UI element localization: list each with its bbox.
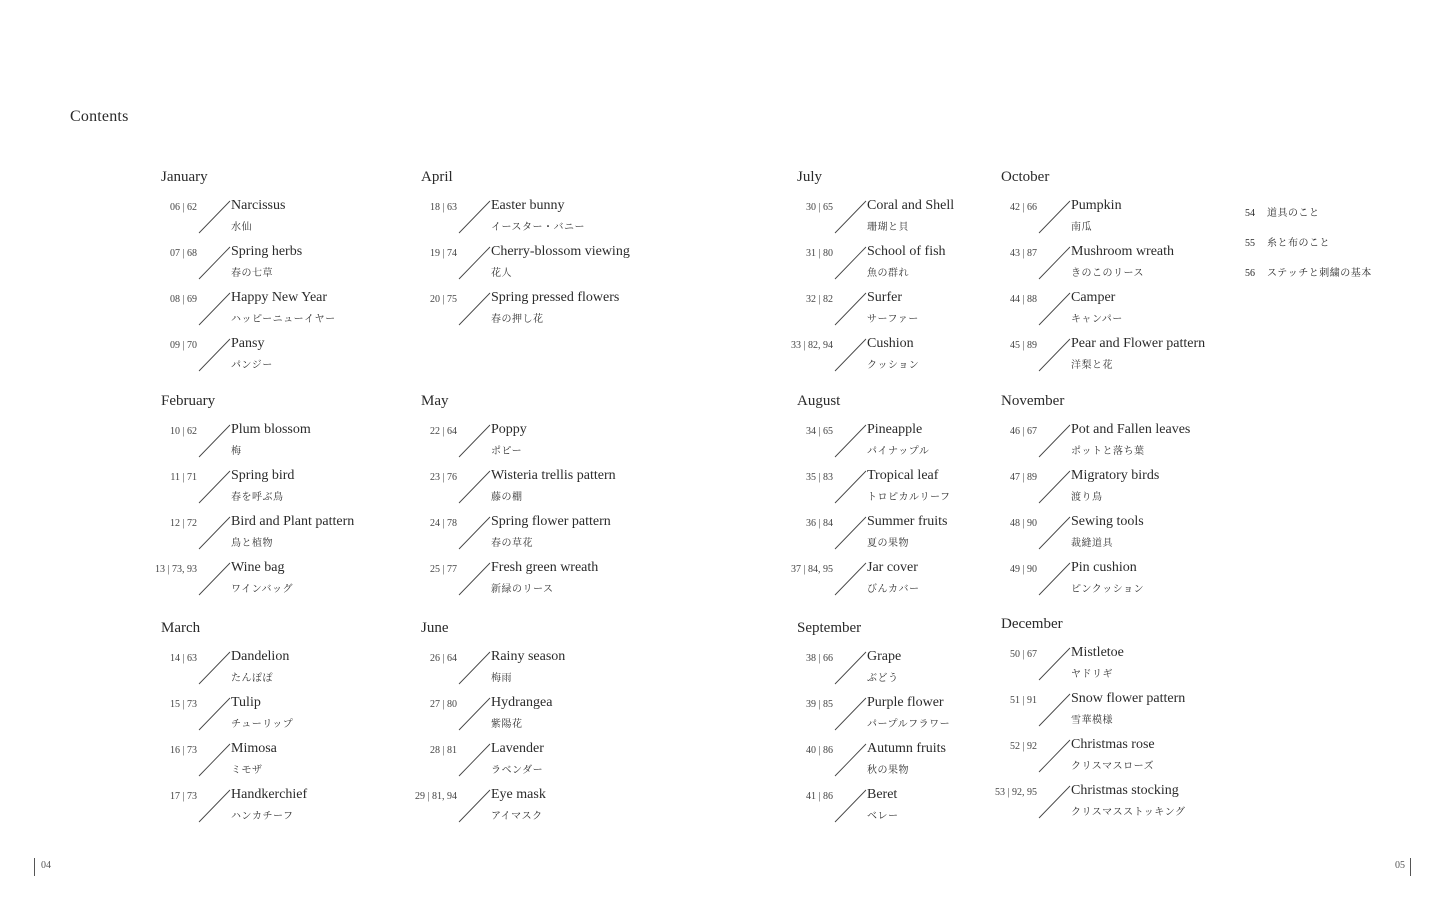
entry-title: Summer fruits <box>867 514 948 529</box>
entry-subtitle-ja: イースター・バニー <box>491 222 585 233</box>
entry-title: Cherry-blossom viewing <box>491 244 630 259</box>
entry-title: Autumn fruits <box>867 741 946 756</box>
page-numbers: 46 | 67 <box>1009 426 1037 437</box>
toc-entry[interactable] <box>409 470 649 516</box>
entry-subtitle-ja: 藤の棚 <box>491 492 523 503</box>
page-numbers: 47 | 89 <box>1009 472 1037 483</box>
slash-divider-icon <box>457 292 491 326</box>
entry-title: Wine bag <box>231 560 285 575</box>
slash-divider-icon <box>833 789 867 823</box>
slash-divider-icon <box>457 743 491 777</box>
entry-title: Mimosa <box>231 741 277 756</box>
page-numbers: 33 | 82, 94 <box>790 340 833 351</box>
entry-title: Christmas stocking <box>1071 783 1179 798</box>
entry-subtitle-ja: アイマスク <box>491 811 543 822</box>
page-number-right: 05 <box>1395 860 1405 871</box>
entry-title: Tropical leaf <box>867 468 939 483</box>
entry-title: Christmas rose <box>1071 737 1155 752</box>
toc-entry[interactable] <box>989 562 1229 608</box>
toc-entry[interactable] <box>409 789 649 835</box>
month-heading: January <box>161 169 208 185</box>
toc-entry[interactable] <box>149 562 389 608</box>
slash-divider-icon <box>833 516 867 550</box>
slash-divider-icon <box>457 651 491 685</box>
page-numbers: 52 | 92 <box>1009 741 1037 752</box>
entry-title: Migratory birds <box>1071 468 1160 483</box>
entry-subtitle-ja: 渡り鳥 <box>1071 492 1103 503</box>
month-heading: May <box>421 393 449 409</box>
slash-divider-icon <box>833 338 867 372</box>
slash-divider-icon <box>457 200 491 234</box>
slash-divider-icon <box>833 470 867 504</box>
folio-divider <box>34 858 35 876</box>
slash-divider-icon <box>1037 647 1071 681</box>
toc-entry[interactable] <box>149 292 389 338</box>
toc-entry[interactable] <box>989 647 1229 693</box>
entry-title: Narcissus <box>231 198 286 213</box>
toc-entry[interactable] <box>149 651 389 697</box>
page-numbers: 27 | 80 <box>429 699 457 710</box>
month-heading: July <box>797 169 823 185</box>
entry-title: Dandelion <box>231 649 290 664</box>
list-item[interactable] <box>1245 204 1372 234</box>
entry-subtitle-ja: トロピカルリーフ <box>867 492 951 503</box>
toc-entry[interactable] <box>409 200 649 246</box>
entry-subtitle-ja: 洋梨と花 <box>1071 360 1113 371</box>
slash-divider-icon <box>457 516 491 550</box>
page-number: 56 <box>1245 268 1255 279</box>
page-numbers: 10 | 62 <box>169 426 197 437</box>
month-section <box>409 392 649 608</box>
entry-title: Easter bunny <box>491 198 565 213</box>
entry-subtitle-ja: ぶどう <box>867 673 899 684</box>
entry-subtitle-ja: びんカバー <box>867 584 920 595</box>
page-title: Contents <box>70 108 129 125</box>
toc-entry[interactable] <box>409 697 649 743</box>
page-number-left: 04 <box>41 860 51 871</box>
page-numbers: 40 | 86 <box>805 745 833 756</box>
entry-subtitle-ja: 紫陽花 <box>491 719 523 730</box>
entry-subtitle-ja: クッション <box>867 360 920 371</box>
entry-subtitle-ja: 梅 <box>231 446 242 457</box>
slash-divider-icon <box>1037 562 1071 596</box>
page-number: 55 <box>1245 238 1255 249</box>
page-numbers: 50 | 67 <box>1009 649 1037 660</box>
page-numbers: 51 | 91 <box>1009 695 1037 706</box>
toc-entry[interactable] <box>409 246 649 292</box>
page-numbers: 26 | 64 <box>429 653 457 664</box>
entry-title: Mistletoe <box>1071 645 1124 660</box>
slash-divider-icon <box>197 470 231 504</box>
entry-subtitle-ja: ハッピーニューイヤー <box>231 314 336 325</box>
page-numbers: 41 | 86 <box>805 791 833 802</box>
toc-entry[interactable] <box>409 651 649 697</box>
entry-subtitle-ja: クリスマスローズ <box>1071 761 1155 772</box>
entry-title: Cushion <box>867 336 914 351</box>
month-heading: April <box>421 169 453 185</box>
entry-subtitle-ja: ポットと落ち葉 <box>1071 446 1145 457</box>
entry-subtitle-ja: きのこのリース <box>1071 268 1144 279</box>
entry-subtitle-ja: ヤドリギ <box>1071 669 1113 680</box>
toc-entry[interactable] <box>989 424 1229 470</box>
toc-entry[interactable] <box>409 562 649 608</box>
page-numbers: 09 | 70 <box>169 340 197 351</box>
page-numbers: 35 | 83 <box>805 472 833 483</box>
entry-title: Lavender <box>491 741 544 756</box>
page-numbers: 23 | 76 <box>429 472 457 483</box>
page-numbers: 18 | 63 <box>429 202 457 213</box>
month-section <box>989 392 1229 608</box>
entry-title: Rainy season <box>491 649 566 664</box>
page-numbers: 17 | 73 <box>169 791 197 802</box>
entry-title: Camper <box>1071 290 1116 305</box>
month-heading: February <box>161 393 216 409</box>
entry-subtitle-ja: 春の押し花 <box>491 314 544 325</box>
page-number: 54 <box>1245 208 1255 219</box>
page-numbers: 08 | 69 <box>169 294 197 305</box>
entry-subtitle-ja: ポピー <box>491 446 523 457</box>
page-numbers: 42 | 66 <box>1009 202 1037 213</box>
page-numbers: 38 | 66 <box>805 653 833 664</box>
entry-title: Bird and Plant pattern <box>231 514 355 529</box>
entry-title: Sewing tools <box>1071 514 1144 529</box>
list-item[interactable] <box>1245 264 1372 294</box>
toc-entry[interactable] <box>149 200 389 246</box>
entry-title: Hydrangea <box>491 695 553 710</box>
slash-divider-icon <box>457 789 491 823</box>
page-numbers: 25 | 77 <box>429 564 457 575</box>
page-numbers: 14 | 63 <box>169 653 197 664</box>
entry-title: Pot and Fallen leaves <box>1071 422 1191 437</box>
page-numbers: 16 | 73 <box>169 745 197 756</box>
month-heading: December <box>1001 616 1063 632</box>
page-numbers: 11 | 71 <box>170 472 197 483</box>
item-title: 糸と布のこと <box>1267 238 1330 249</box>
entry-title: Pin cushion <box>1071 560 1137 575</box>
toc-entry[interactable] <box>149 789 389 835</box>
entry-title: Poppy <box>491 422 527 437</box>
page-numbers: 34 | 65 <box>805 426 833 437</box>
folio-divider <box>1410 858 1411 876</box>
month-section <box>989 615 1229 831</box>
slash-divider-icon <box>197 516 231 550</box>
entry-title: Beret <box>867 787 898 802</box>
slash-divider-icon <box>197 246 231 280</box>
toc-entry[interactable] <box>149 516 389 562</box>
slash-divider-icon <box>197 200 231 234</box>
entry-subtitle-ja: ワインバッグ <box>231 584 293 595</box>
toc-entry[interactable] <box>409 743 649 789</box>
entry-title: School of fish <box>867 244 946 259</box>
slash-divider-icon <box>457 424 491 458</box>
page-numbers: 44 | 88 <box>1009 294 1037 305</box>
slash-divider-icon <box>1037 338 1071 372</box>
page-numbers: 36 | 84 <box>805 518 833 529</box>
slash-divider-icon <box>457 246 491 280</box>
page-numbers: 31 | 80 <box>805 248 833 259</box>
entry-title: Eye mask <box>491 787 546 802</box>
entry-title: Happy New Year <box>231 290 328 305</box>
entry-title: Tulip <box>231 695 261 710</box>
month-heading: October <box>1001 169 1050 185</box>
entry-title: Pear and Flower pattern <box>1071 336 1206 351</box>
toc-entry[interactable] <box>989 739 1229 785</box>
toc-entry[interactable] <box>989 292 1229 338</box>
month-section <box>149 619 389 835</box>
page-numbers: 24 | 78 <box>429 518 457 529</box>
page-numbers: 15 | 73 <box>169 699 197 710</box>
toc-entry[interactable] <box>989 470 1229 516</box>
month-heading: June <box>421 620 449 636</box>
month-section <box>989 168 1229 384</box>
slash-divider-icon <box>1037 785 1071 819</box>
entry-title: Jar cover <box>867 560 918 575</box>
entry-subtitle-ja: 梅雨 <box>491 673 512 684</box>
page-numbers: 29 | 81, 94 <box>414 791 457 802</box>
entry-title: Plum blossom <box>231 422 311 437</box>
entry-title: Pumpkin <box>1071 198 1122 213</box>
slash-divider-icon <box>197 743 231 777</box>
entry-subtitle-ja: 鳥と植物 <box>231 538 273 549</box>
entry-subtitle-ja: 春を呼ぶ鳥 <box>231 492 284 503</box>
toc-entry[interactable] <box>149 743 389 789</box>
entry-title: Purple flower <box>867 695 944 710</box>
slash-divider-icon <box>457 562 491 596</box>
entry-subtitle-ja: ピンクッション <box>1071 584 1145 595</box>
page-numbers: 30 | 65 <box>805 202 833 213</box>
entry-title: Spring flower pattern <box>491 514 611 529</box>
slash-divider-icon <box>1037 516 1071 550</box>
item-title: ステッチと刺繍の基本 <box>1267 268 1372 279</box>
toc-entry[interactable] <box>989 338 1229 384</box>
slash-divider-icon <box>1037 424 1071 458</box>
entry-subtitle-ja: 水仙 <box>231 222 252 233</box>
toc-entry[interactable] <box>989 693 1229 739</box>
toc-entry[interactable] <box>409 516 649 562</box>
toc-entry[interactable] <box>989 785 1229 831</box>
toc-entry[interactable] <box>989 200 1229 246</box>
page-numbers: 53 | 92, 95 <box>994 787 1037 798</box>
slash-divider-icon <box>1037 693 1071 727</box>
slash-divider-icon <box>833 562 867 596</box>
entry-subtitle-ja: パンジー <box>231 360 273 371</box>
slash-divider-icon <box>197 424 231 458</box>
slash-divider-icon <box>197 562 231 596</box>
page-numbers: 22 | 64 <box>429 426 457 437</box>
slash-divider-icon <box>833 651 867 685</box>
page-numbers: 43 | 87 <box>1009 248 1037 259</box>
month-section <box>149 168 389 384</box>
entry-subtitle-ja: ハンカチーフ <box>231 811 294 822</box>
page-numbers: 37 | 84, 95 <box>790 564 833 575</box>
page-numbers: 12 | 72 <box>169 518 197 529</box>
toc-entry[interactable] <box>149 470 389 516</box>
entry-title: Spring herbs <box>231 244 303 259</box>
entry-title: Spring bird <box>231 468 295 483</box>
entry-title: Spring pressed flowers <box>491 290 620 305</box>
entry-subtitle-ja: パープルフラワー <box>867 719 951 730</box>
toc-entry[interactable] <box>149 246 389 292</box>
month-heading: November <box>1001 393 1065 409</box>
slash-divider-icon <box>833 246 867 280</box>
slash-divider-icon <box>1037 470 1071 504</box>
page-numbers: 06 | 62 <box>169 202 197 213</box>
entry-title: Coral and Shell <box>867 198 955 213</box>
entry-title: Fresh green wreath <box>491 560 599 575</box>
slash-divider-icon <box>1037 292 1071 326</box>
page-numbers: 39 | 85 <box>805 699 833 710</box>
slash-divider-icon <box>197 338 231 372</box>
slash-divider-icon <box>197 292 231 326</box>
toc-entry[interactable] <box>409 424 649 470</box>
slash-divider-icon <box>1037 246 1071 280</box>
toc-entry[interactable] <box>149 697 389 743</box>
entry-subtitle-ja: 春の七草 <box>231 268 273 279</box>
entry-subtitle-ja: クリスマスストッキング <box>1071 807 1186 818</box>
slash-divider-icon <box>457 470 491 504</box>
entry-subtitle-ja: キャンパー <box>1071 314 1123 325</box>
entry-subtitle-ja: サーファー <box>867 314 919 325</box>
entry-subtitle-ja: ラベンダー <box>491 765 544 776</box>
entry-subtitle-ja: 珊瑚と貝 <box>867 222 909 233</box>
entry-subtitle-ja: 魚の群れ <box>867 268 909 279</box>
slash-divider-icon <box>1037 200 1071 234</box>
page-numbers: 20 | 75 <box>429 294 457 305</box>
month-section <box>149 392 389 608</box>
month-heading: September <box>797 620 862 636</box>
entry-title: Mushroom wreath <box>1071 244 1175 259</box>
slash-divider-icon <box>457 697 491 731</box>
slash-divider-icon <box>833 697 867 731</box>
slash-divider-icon <box>197 789 231 823</box>
entry-title: Handkerchief <box>231 787 308 802</box>
entry-subtitle-ja: 裁縫道具 <box>1071 538 1113 549</box>
month-section <box>409 619 649 835</box>
entry-subtitle-ja: 春の草花 <box>491 538 533 549</box>
entry-subtitle-ja: パイナップル <box>867 446 930 457</box>
slash-divider-icon <box>197 651 231 685</box>
entry-title: Surfer <box>867 290 902 305</box>
page-numbers: 13 | 73, 93 <box>154 564 197 575</box>
slash-divider-icon <box>833 292 867 326</box>
entry-subtitle-ja: ベレー <box>867 811 899 822</box>
entry-subtitle-ja: ミモザ <box>231 765 263 776</box>
entry-subtitle-ja: 花人 <box>491 268 512 279</box>
entry-subtitle-ja: 新緑のリース <box>491 584 554 595</box>
entry-subtitle-ja: 南瓜 <box>1071 222 1092 233</box>
entry-title: Grape <box>867 649 902 664</box>
list-item[interactable] <box>1245 234 1372 264</box>
slash-divider-icon <box>833 424 867 458</box>
item-title: 道具のこと <box>1267 208 1320 219</box>
entry-subtitle-ja: たんぽぽ <box>231 673 273 684</box>
month-heading: March <box>161 620 201 636</box>
page-numbers: 07 | 68 <box>169 248 197 259</box>
page-numbers: 49 | 90 <box>1009 564 1037 575</box>
month-heading: August <box>797 393 841 409</box>
toc-entry[interactable] <box>989 516 1229 562</box>
entry-title: Pineapple <box>867 422 923 437</box>
extra-contents <box>1245 204 1372 294</box>
page-numbers: 19 | 74 <box>429 248 457 259</box>
toc-entry[interactable] <box>989 246 1229 292</box>
slash-divider-icon <box>833 200 867 234</box>
entry-subtitle-ja: 秋の果物 <box>867 765 909 776</box>
slash-divider-icon <box>197 697 231 731</box>
entry-subtitle-ja: チューリップ <box>231 719 294 730</box>
page-numbers: 45 | 89 <box>1009 340 1037 351</box>
month-section <box>409 168 649 338</box>
slash-divider-icon <box>833 743 867 777</box>
entry-subtitle-ja: 雪華模様 <box>1071 715 1113 726</box>
toc-entry[interactable] <box>409 292 649 338</box>
entry-title: Snow flower pattern <box>1071 691 1186 706</box>
toc-entry[interactable] <box>149 338 389 384</box>
entry-subtitle-ja: 夏の果物 <box>867 538 909 549</box>
page-numbers: 28 | 81 <box>429 745 457 756</box>
toc-entry[interactable] <box>149 424 389 470</box>
entry-title: Wisteria trellis pattern <box>491 468 616 483</box>
slash-divider-icon <box>1037 739 1071 773</box>
entry-title: Pansy <box>231 336 265 351</box>
page-numbers: 32 | 82 <box>805 294 833 305</box>
page-numbers: 48 | 90 <box>1009 518 1037 529</box>
